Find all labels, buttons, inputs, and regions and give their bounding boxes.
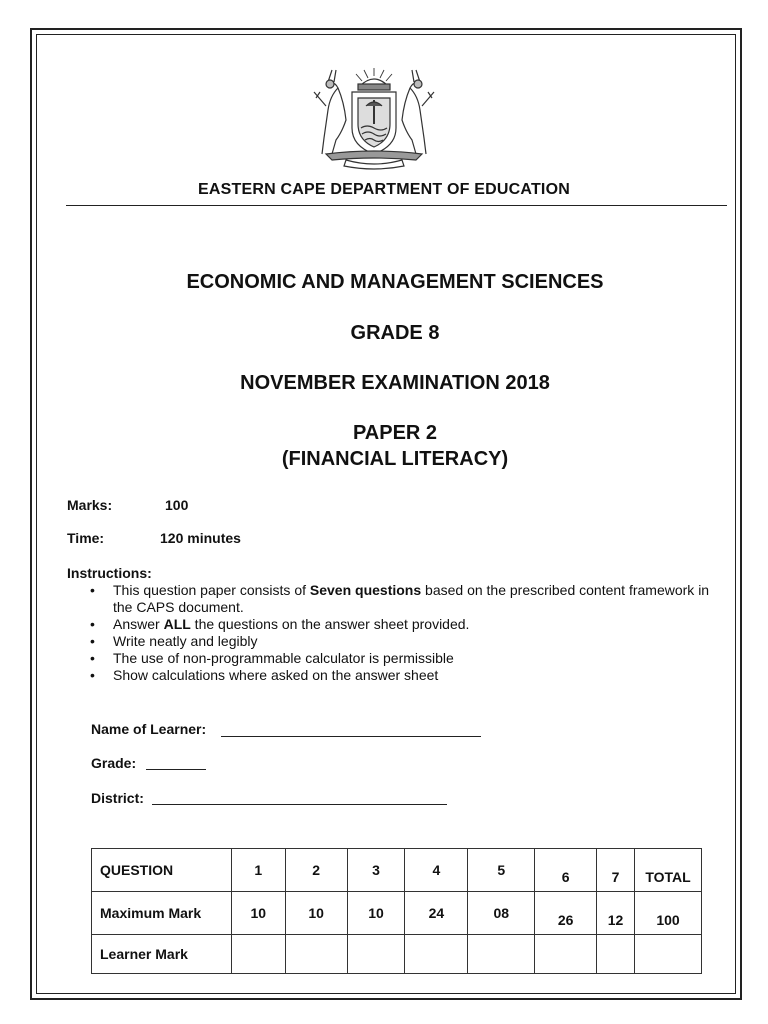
question-number: 5: [468, 849, 535, 892]
instruction-item: • Write neatly and legibly: [90, 633, 710, 650]
maximum-mark-cell: 10: [231, 892, 285, 935]
maximum-mark-cell: 24: [405, 892, 468, 935]
learner-name-label: Name of Learner:: [91, 721, 207, 737]
left-supporter: [314, 70, 346, 154]
marks-label: Marks:: [67, 497, 113, 513]
instruction-item: • The use of non-programmable calculator is permissible: [90, 650, 710, 667]
maximum-mark-label: Maximum Mark: [92, 892, 232, 935]
question-header: QUESTION: [92, 849, 232, 892]
question-number: 1: [231, 849, 285, 892]
learner-mark-cell[interactable]: [597, 935, 635, 974]
time-label: Time:: [67, 530, 105, 546]
instructions-list: [90, 582, 710, 684]
right-supporter: [402, 70, 434, 154]
maximum-mark-cell: 26: [535, 892, 597, 935]
learner-mark-cell[interactable]: [468, 935, 535, 974]
learner-mark-cell[interactable]: [285, 935, 347, 974]
district-label: District:: [91, 790, 144, 806]
maximum-mark-cell: 12: [597, 892, 635, 935]
grade-field[interactable]: [146, 769, 206, 770]
exam-title: NOVEMBER EXAMINATION 2018: [240, 372, 550, 394]
learner-mark-cell[interactable]: [231, 935, 285, 974]
paper-title: PAPER 2: [352, 422, 438, 444]
question-number: 6: [535, 849, 597, 892]
provincial-coat-of-arms: [306, 62, 442, 172]
instruction-item: • This question paper consists of Seven questions based on the prescribed content framework in the CAPS document.: [90, 582, 710, 616]
compartment: [326, 151, 422, 160]
maximum-mark-cell: 10: [347, 892, 405, 935]
question-number: 4: [405, 849, 468, 892]
learner-mark-label: Learner Mark: [92, 935, 232, 974]
instructions-label: Instructions:: [67, 565, 152, 581]
learner-mark-cell[interactable]: [347, 935, 405, 974]
instruction-item: • Answer ALL the questions on the answer sheet provided.: [90, 616, 710, 633]
learner-mark-row: [92, 935, 702, 974]
paper-topic: (FINANCIAL LITERACY): [281, 448, 509, 470]
maximum-mark-row: [92, 892, 702, 935]
learner-mark-total[interactable]: [635, 935, 702, 974]
grade-title: GRADE 8: [350, 322, 440, 344]
subject-title: ECONOMIC AND MANAGEMENT SCIENCES: [186, 271, 604, 293]
grade-label: Grade:: [91, 755, 137, 771]
question-number: 2: [285, 849, 347, 892]
question-number: 3: [347, 849, 405, 892]
instruction-item: • Show calculations where asked on the answer sheet: [90, 667, 710, 684]
learner-name-field[interactable]: [221, 736, 481, 737]
marks-value: 100: [165, 497, 189, 513]
question-number: 7: [597, 849, 635, 892]
maximum-mark-cell: 08: [468, 892, 535, 935]
total-header: TOTAL: [635, 849, 702, 892]
marks-table: [91, 848, 702, 974]
motto-ribbon: [344, 160, 404, 169]
time-value: 120 minutes: [160, 530, 241, 546]
district-field[interactable]: [152, 804, 447, 805]
department-heading: EASTERN CAPE DEPARTMENT OF EDUCATION: [198, 181, 570, 198]
maximum-mark-cell: 10: [285, 892, 347, 935]
question-row: [92, 849, 702, 892]
maximum-mark-total: 100: [635, 892, 702, 935]
learner-mark-cell[interactable]: [405, 935, 468, 974]
learner-mark-cell[interactable]: [535, 935, 597, 974]
header-divider: [66, 205, 727, 206]
